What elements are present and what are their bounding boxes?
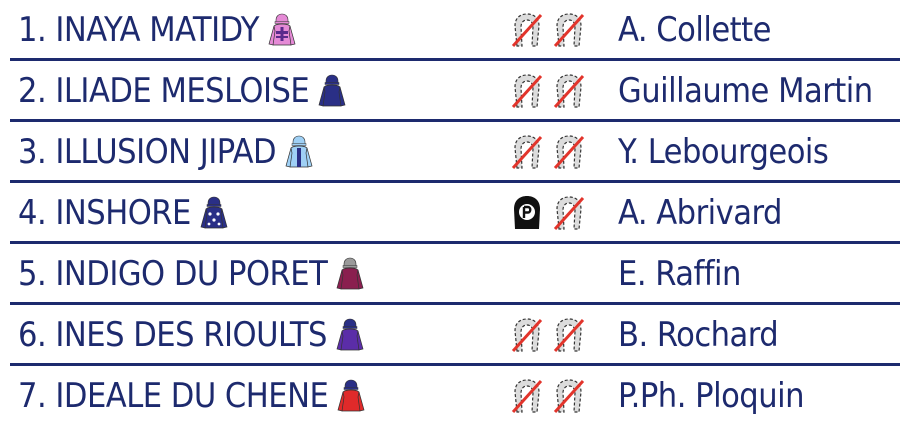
driver-name: A. Collette — [618, 10, 771, 50]
runner-row[interactable] — [10, 372, 900, 420]
runner-row[interactable] — [10, 6, 900, 54]
barefoot-icon — [549, 376, 589, 416]
driver-name: B. Rochard — [618, 315, 779, 355]
barefoot-icon — [507, 132, 547, 172]
shoeing-indicators — [507, 10, 589, 50]
jockey-silks-icon — [335, 257, 365, 291]
jockey-silks-icon — [317, 74, 347, 108]
barefoot-icon — [507, 376, 547, 416]
driver-name: E. Raffin — [618, 254, 741, 294]
barefoot-icon — [549, 132, 589, 172]
row-divider — [10, 58, 900, 61]
barefoot-icon — [549, 10, 589, 50]
row-divider — [10, 241, 900, 244]
driver-name: Y. Lebourgeois — [618, 132, 829, 172]
runner-label: 4. INSHORE — [18, 193, 191, 233]
runner-label: 3. ILLUSION JIPAD — [18, 132, 277, 172]
barefoot-icon — [549, 193, 589, 233]
jockey-silks-icon — [199, 196, 229, 230]
shoeing-indicators — [507, 71, 589, 111]
shoeing-indicators — [507, 193, 589, 233]
runner-row[interactable] — [10, 189, 900, 237]
runner-label: 2. ILIADE MESLOISE — [18, 71, 310, 111]
shoeing-indicators — [507, 132, 589, 172]
barefoot-icon — [549, 71, 589, 111]
driver-name: Guillaume Martin — [618, 71, 873, 111]
runner-name — [18, 315, 365, 355]
jockey-silks-icon — [336, 379, 366, 413]
shoeing-indicators — [507, 376, 589, 416]
shoeing-indicators — [507, 315, 589, 355]
runner-label: 6. INES DES RIOULTS — [18, 315, 327, 355]
row-divider — [10, 180, 900, 183]
runner-row[interactable] — [10, 67, 900, 115]
driver-name: A. Abrivard — [618, 193, 782, 233]
runner-name — [18, 376, 366, 416]
runner-name — [18, 10, 297, 50]
runner-name — [18, 132, 314, 172]
barefoot-icon — [507, 315, 547, 355]
runner-row[interactable] — [10, 128, 900, 176]
barefoot-icon — [507, 10, 547, 50]
runner-name — [18, 193, 229, 233]
runner-label: 5. INDIGO DU PORET — [18, 254, 328, 294]
runner-row[interactable] — [10, 250, 900, 298]
runner-name — [18, 71, 347, 111]
runner-label: 7. IDEALE DU CHENE — [18, 376, 329, 416]
jockey-silks-icon — [284, 135, 314, 169]
jockey-silks-icon — [267, 13, 297, 47]
plate-icon — [507, 193, 547, 233]
driver-name: P.Ph. Ploquin — [618, 376, 804, 416]
row-divider — [10, 302, 900, 305]
runner-row[interactable] — [10, 311, 900, 359]
barefoot-icon — [507, 71, 547, 111]
barefoot-icon — [549, 315, 589, 355]
runner-label: 1. INAYA MATIDY — [18, 10, 259, 50]
row-divider — [10, 363, 900, 366]
jockey-silks-icon — [335, 318, 365, 352]
row-divider — [10, 119, 900, 122]
runner-name — [18, 254, 365, 294]
